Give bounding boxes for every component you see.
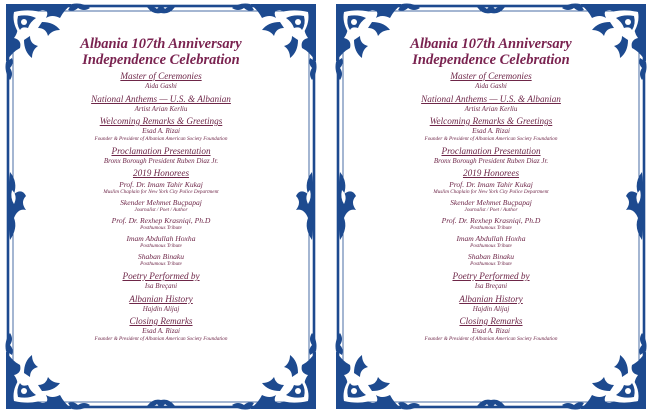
- history-heading: Albanian History: [459, 293, 523, 304]
- master-heading: Master of Ceremonies: [120, 71, 202, 81]
- honoree-name: Prof. Dr. Imam Tahir Kukaj: [449, 180, 533, 189]
- corner-ornament-icon: [562, 333, 647, 410]
- program-content: [24, 36, 298, 343]
- honoree-name: Prof. Dr. Rexhep Krasniqi, Ph.D: [111, 216, 211, 225]
- honoree-detail: Journalist / Poet / Author: [464, 207, 518, 213]
- master-heading: Master of Ceremonies: [450, 71, 532, 81]
- history-name: Hajdin Alijaj: [142, 304, 180, 313]
- honorees-section: [354, 168, 628, 268]
- honoree-name: Prof. Dr. Rexhep Krasniqi, Ph.D: [441, 216, 541, 225]
- honoree-name: Prof. Dr. Imam Tahir Kukaj: [119, 180, 203, 189]
- closing-section: [354, 316, 628, 343]
- side-ornament-icon: [296, 172, 314, 240]
- bottom-ornament-icon: [147, 400, 175, 407]
- honoree-detail: Posthumous Tribute: [470, 243, 512, 249]
- top-ornament-icon: [477, 6, 505, 13]
- closing-role: Founder & President of Albanian American Society Foundation: [424, 335, 558, 342]
- welcoming-section: [24, 116, 298, 143]
- closing-heading: Closing Remarks: [459, 316, 523, 326]
- history-name: Hajdin Alijaj: [472, 304, 510, 313]
- poetry-section: [354, 271, 628, 291]
- closing-heading: Closing Remarks: [129, 316, 193, 326]
- honoree-item: [354, 216, 628, 232]
- honoree-item: [24, 234, 298, 250]
- honoree-item: [354, 180, 628, 196]
- program-title: Albania 107th Anniversary Independence Celebration: [410, 36, 572, 68]
- corner-ornament-icon: [232, 333, 317, 410]
- poetry-heading: Poetry Performed by: [452, 271, 530, 281]
- closing-name: Esad A. Rizai: [472, 327, 510, 335]
- honoree-name: Shaban Binaku: [137, 252, 185, 261]
- honoree-name: Shaban Binaku: [467, 252, 515, 261]
- honoree-detail: Posthumous Tribute: [470, 225, 512, 231]
- honoree-item: [24, 198, 298, 214]
- master-section: [24, 71, 298, 91]
- program-card-right: [332, 0, 650, 413]
- poetry-name: Isa Breçani: [474, 282, 508, 290]
- honoree-detail: Posthumous Tribute: [140, 243, 182, 249]
- welcoming-role: Founder & President of Albanian American Society Foundation: [94, 135, 228, 142]
- honoree-name: Imam Abdullah Hoxha: [126, 234, 196, 243]
- honoree-detail: Muslim Chaplain for New York City Police Department: [433, 189, 549, 195]
- honoree-item: [24, 252, 298, 268]
- proclamation-heading: Proclamation Presentation: [441, 145, 541, 156]
- proclamation-section: [24, 146, 298, 166]
- welcoming-name: Esad A. Rizai: [142, 127, 180, 135]
- anthems-heading: National Anthems — U.S. & Albanian: [421, 93, 561, 104]
- welcoming-heading: Welcoming Remarks & Greetings: [429, 116, 553, 126]
- program-card-left: [2, 0, 320, 413]
- honoree-detail: Posthumous Tribute: [140, 261, 182, 267]
- honoree-detail: Muslim Chaplain for New York City Police Department: [103, 189, 219, 195]
- honoree-detail: Posthumous Tribute: [140, 225, 182, 231]
- honorees-heading: 2019 Honorees: [132, 168, 190, 178]
- closing-section: [24, 316, 298, 343]
- history-section: [24, 294, 298, 314]
- master-section: [354, 71, 628, 91]
- master-name: Aida Gashi: [145, 82, 177, 90]
- bottom-ornament-icon: [477, 400, 505, 407]
- honoree-item: [24, 216, 298, 232]
- proclamation-name: Bronx Borough President Ruben Diaz Jr.: [433, 156, 549, 165]
- anthems-heading: National Anthems — U.S. & Albanian: [91, 93, 231, 104]
- honoree-detail: Journalist / Poet / Author: [134, 207, 188, 213]
- program-title: Albania 107th Anniversary Independence Celebration: [80, 36, 242, 68]
- top-ornament-icon: [147, 6, 175, 13]
- honoree-item: [354, 198, 628, 214]
- closing-role: Founder & President of Albanian American Society Foundation: [94, 335, 228, 342]
- honoree-item: [354, 252, 628, 268]
- poetry-section: [24, 271, 298, 291]
- honoree-name: Skender Mehmet Buçpapaj: [120, 198, 202, 207]
- corner-ornament-icon: [336, 333, 421, 410]
- welcoming-section: [354, 116, 628, 143]
- honoree-detail: Posthumous Tribute: [470, 261, 512, 267]
- honorees-heading: 2019 Honorees: [462, 168, 520, 178]
- anthems-section: [354, 94, 628, 114]
- poetry-heading: Poetry Performed by: [122, 271, 200, 281]
- closing-name: Esad A. Rizai: [142, 327, 180, 335]
- poetry-name: Isa Breçani: [144, 282, 178, 290]
- anthems-artist: Artist Arian Kerliu: [464, 104, 518, 113]
- welcoming-heading: Welcoming Remarks & Greetings: [99, 116, 223, 126]
- history-section: [354, 294, 628, 314]
- honoree-item: [354, 234, 628, 250]
- welcoming-name: Esad A. Rizai: [472, 127, 510, 135]
- master-name: Aida Gashi: [475, 82, 507, 90]
- proclamation-section: [354, 146, 628, 166]
- program-content: [354, 36, 628, 343]
- proclamation-name: Bronx Borough President Ruben Diaz Jr.: [103, 156, 219, 165]
- honoree-name: Imam Abdullah Hoxha: [456, 234, 526, 243]
- corner-ornament-icon: [6, 333, 91, 410]
- welcoming-role: Founder & President of Albanian American Society Foundation: [424, 135, 558, 142]
- honoree-item: [24, 180, 298, 196]
- honorees-section: [24, 168, 298, 268]
- history-heading: Albanian History: [129, 293, 193, 304]
- proclamation-heading: Proclamation Presentation: [111, 145, 211, 156]
- anthems-section: [24, 94, 298, 114]
- side-ornament-icon: [626, 172, 644, 240]
- anthems-artist: Artist Arian Kerliu: [134, 104, 188, 113]
- honoree-name: Skender Mehmet Buçpapaj: [450, 198, 532, 207]
